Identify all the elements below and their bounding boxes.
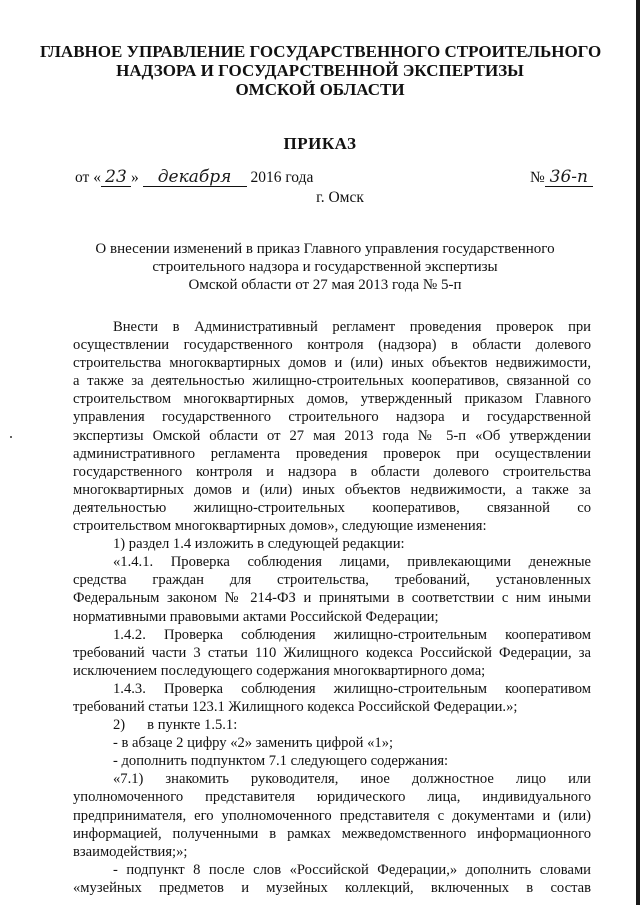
text-line: 1.4.2. Проверка соблюдения жилищно-строительным кооперативом: [113, 626, 591, 643]
text-line: а также за деятельностью жилищно-строительных кооперативов, связанной со: [73, 373, 591, 390]
paragraph-7-1: [73, 770, 591, 860]
org-line-3: ОМСКОЙ ОБЛАСТИ: [235, 80, 405, 99]
text-line: информацией, полученными в рамках межведомственного информационного: [73, 825, 591, 842]
text-line: строительства многоквартирных домов и (или) иных объектов недвижимости,: [73, 355, 591, 372]
text-line: «музейных предметов и музейных коллекций, включенных в состав: [73, 879, 591, 896]
text-line: управления государственного строительного надзора и государственной: [73, 409, 591, 426]
item-text: в пункте 1.5.1:: [147, 717, 238, 734]
document-body: [73, 318, 591, 897]
paragraph-1-4-1: [73, 553, 591, 625]
list-item-2: [73, 716, 591, 734]
text-line: - в абзаце 2 цифру «2» заменить цифрой «1»;: [113, 735, 394, 752]
text-line: предпринимателя, его уполномоченного представителя с документами и (или): [73, 807, 591, 824]
text-line: государственного контроля и надзора в области долевого строительства: [73, 463, 591, 480]
order-number: [530, 168, 593, 187]
organization-header: [40, 42, 600, 99]
text-line: осуществлении государственного контроля (надзора) в области долевого: [73, 337, 591, 354]
text-line: «1.4.1. Проверка соблюдения лицами, привлекающими денежные: [113, 554, 591, 571]
text-line: Внести в Административный регламент проведения проверок при: [113, 319, 591, 335]
subject-line-2: строительного надзора и государственной экспертизы: [152, 259, 498, 275]
text-line: строительством многоквартирных домов», следующие изменения:: [73, 518, 487, 535]
text-line: деятельностью жилищно-строительных кооперативов, связанной со: [73, 499, 591, 516]
scan-speck: [10, 436, 12, 438]
list-item-1: [73, 535, 591, 553]
text-line: «7.1) знакомить руководителя, иное должностное лицо или: [113, 771, 591, 788]
text-line: - дополнить подпунктом 7.1 следующего содержания:: [113, 753, 449, 770]
dash-item-1: [73, 734, 591, 752]
date-day: 23: [101, 168, 131, 187]
date-year: 2016 года: [250, 169, 314, 186]
text-line: экспертизы Омской области от 27 мая 2013 года № 5-п «Об утверждении: [73, 427, 591, 444]
paragraph-1-4-2: [73, 626, 591, 680]
item-number: 2): [113, 717, 126, 734]
org-line-1: ГЛАВНОЕ УПРАВЛЕНИЕ ГОСУДАРСТВЕННОГО СТРОИТЕЛЬНОГО: [40, 42, 602, 61]
subject-title: [60, 240, 590, 294]
text-line: 1.4.3. Проверка соблюдения жилищно-строительным кооперативом: [113, 680, 591, 697]
text-line: 1) раздел 1.4 изложить в следующей редакции:: [113, 536, 405, 553]
date-mid: »: [130, 169, 139, 186]
dash-item-2: [73, 752, 591, 770]
date-prefix: от «: [75, 169, 101, 186]
text-line: нормативными правовыми актами Российской Федерации;: [73, 608, 439, 625]
number-value: 36-п: [545, 168, 593, 187]
number-label: №: [530, 169, 545, 186]
text-line: взаимодействия;»;: [73, 843, 188, 860]
date-month: декабря: [143, 168, 247, 187]
text-line: требований части 3 статьи 110 Жилищного кодекса Российской Федерации, за: [73, 644, 591, 661]
paragraph-intro: [73, 318, 591, 535]
text-line: - подпункт 8 после слов «Российской Федерации,» дополнить словами: [113, 861, 591, 878]
text-line: требований статьи 123.1 Жилищного кодекса Российской Федерации.»;: [73, 698, 518, 715]
text-line: многоквартирных домов и (или) иных объектов недвижимости, а также за: [73, 481, 591, 498]
subject-line-3: Омской области от 27 мая 2013 года № 5-п: [188, 277, 462, 293]
text-line: [73, 716, 591, 734]
text-line: средства граждан для строительства, требований, установленных: [73, 572, 591, 589]
city: г. Омск: [316, 189, 364, 206]
document-type: ПРИКАЗ: [283, 134, 357, 153]
text-line: исключением последующего содержания многоквартирного дома;: [73, 662, 486, 679]
text-line: строительством многоквартирных домов, утвержденный приказом Главного: [73, 391, 591, 408]
text-line: административного регламента проведения проверок при осуществлении: [73, 445, 591, 462]
subject-line-1: О внесении изменений в приказ Главного управления государственного: [95, 241, 555, 257]
order-date: [75, 168, 313, 187]
text-line: Федеральным законом № 214-ФЗ и принятыми в соответствии с ним иными: [73, 590, 591, 607]
text-line: уполномоченного представителя юридического лица, индивидуального: [73, 789, 591, 806]
paragraph-8: [73, 861, 591, 897]
org-line-2: НАДЗОРА И ГОСУДАРСТВЕННОЙ ЭКСПЕРТИЗЫ: [116, 61, 524, 80]
paragraph-1-4-3: [73, 680, 591, 716]
